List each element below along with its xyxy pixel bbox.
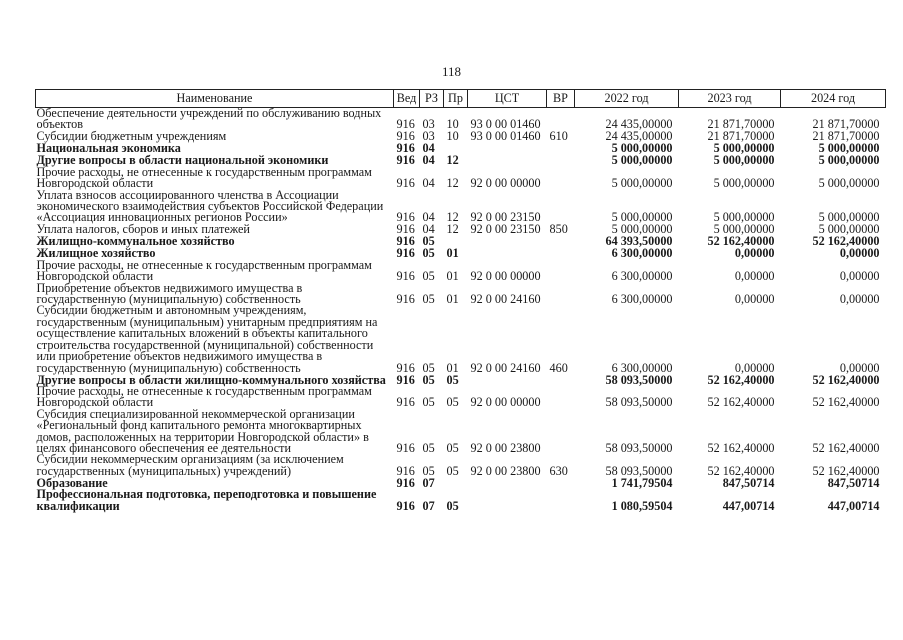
row-name: Другие вопросы в области национальной экономики <box>36 153 329 168</box>
row-amount-2022: 6 300,00000 <box>611 269 673 284</box>
row-rz: 05 <box>422 246 435 261</box>
row-cst <box>468 143 547 155</box>
table-header-row <box>36 90 886 108</box>
row-rz: 05 <box>422 292 435 307</box>
row-amount-2024: 5 000,00000 <box>818 176 880 191</box>
row-pr: 05 <box>446 372 459 387</box>
row-rz: 04 <box>422 222 435 237</box>
row-cst <box>468 236 547 248</box>
row-amount-2024: 447,00714 <box>827 498 880 513</box>
row-pr: 10 <box>446 117 459 132</box>
row-amount-2023: 21 871,70000 <box>707 117 775 132</box>
row-cst <box>468 489 547 512</box>
row-pr: 05 <box>446 440 459 455</box>
row-pr: 01 <box>446 269 459 284</box>
row-rz: 04 <box>422 153 435 168</box>
row-cst: 93 0 00 01460 <box>470 129 541 144</box>
row-amount-2023: 0,00000 <box>734 246 775 261</box>
row-pr: 12 <box>446 222 459 237</box>
row-cst <box>468 374 547 386</box>
row-vr <box>547 386 575 409</box>
row-amount-2022: 6 300,00000 <box>611 246 673 261</box>
table-row <box>36 260 886 283</box>
row-cst: 92 0 00 23800 <box>470 463 541 478</box>
row-amount-2023: 0,00000 <box>734 360 775 375</box>
row-amount-2022: 6 300,00000 <box>611 360 673 375</box>
header-vr: ВР <box>547 90 575 108</box>
header-2023: 2023 год <box>679 90 781 108</box>
row-amount-2022: 5 000,00000 <box>611 210 673 225</box>
row-rz: 05 <box>422 269 435 284</box>
row-rz: 05 <box>422 360 435 375</box>
row-amount-2023: 21 871,70000 <box>707 129 775 144</box>
row-rz: 03 <box>422 129 435 144</box>
row-name: Другие вопросы в области жилищно-коммунального хозяйства <box>36 372 386 387</box>
row-vr <box>547 143 575 155</box>
row-cst: 92 0 00 23800 <box>470 440 541 455</box>
row-vr <box>547 374 575 386</box>
row-vr <box>547 248 575 260</box>
table-row <box>36 108 886 131</box>
row-rz: 05 <box>422 463 435 478</box>
row-amount-2023: 447,00714 <box>722 498 775 513</box>
row-vr: 460 <box>549 360 568 375</box>
row-ved: 916 <box>396 176 415 191</box>
row-cst <box>468 248 547 260</box>
row-ved: 916 <box>396 222 415 237</box>
row-pr: 12 <box>446 210 459 225</box>
row-amount-2023: 5 000,00000 <box>713 141 775 156</box>
row-rz: 07 <box>422 498 435 513</box>
header-pr: Пр <box>444 90 468 108</box>
row-amount-2023: 0,00000 <box>734 292 775 307</box>
row-ved: 916 <box>396 292 415 307</box>
row-ved: 916 <box>396 475 415 490</box>
row-amount-2023: 52 162,40000 <box>707 372 775 387</box>
row-vr <box>547 489 575 512</box>
row-name: Профессиональная подготовка, переподготовка и повышение квалификации <box>36 487 377 513</box>
row-name: Прочие расходы, не отнесенные к государственным программам Новгородской области <box>36 383 372 410</box>
row-vr <box>547 236 575 248</box>
row-ved: 916 <box>396 117 415 132</box>
row-amount-2024: 21 871,70000 <box>812 129 880 144</box>
row-amount-2022: 6 300,00000 <box>611 292 673 307</box>
row-amount-2022: 5 000,00000 <box>611 141 673 156</box>
row-amount-2022: 1 080,59504 <box>611 498 673 513</box>
row-rz: 03 <box>422 117 435 132</box>
row-cst: 92 0 00 00000 <box>470 269 541 284</box>
row-vr <box>547 167 575 190</box>
header-cst: ЦСТ <box>468 90 547 108</box>
row-cst: 92 0 00 00000 <box>470 176 541 191</box>
row-vr <box>547 108 575 131</box>
row-ved: 916 <box>396 234 415 249</box>
row-cst: 92 0 00 23150 <box>470 222 541 237</box>
row-rz: 05 <box>422 395 435 410</box>
row-cst: 92 0 00 24160 <box>470 360 541 375</box>
row-vr: 610 <box>549 129 568 144</box>
row-amount-2024: 52 162,40000 <box>812 234 880 249</box>
row-amount-2022: 5 000,00000 <box>611 176 673 191</box>
row-amount-2022: 58 093,50000 <box>605 440 673 455</box>
row-name: Уплата взносов ассоциированного членства в Ассоциации экономического взаимодействия субъектов Российской Федерации «Ассоциация инновационных регионов России» <box>36 187 384 225</box>
table-row <box>36 167 886 190</box>
row-ved: 916 <box>396 210 415 225</box>
row-amount-2024: 5 000,00000 <box>818 153 880 168</box>
row-amount-2022: 1 741,79504 <box>611 475 673 490</box>
budget-table <box>35 89 886 512</box>
row-amount-2022: 5 000,00000 <box>611 153 673 168</box>
row-pr: 05 <box>446 395 459 410</box>
row-name: Жилищно-коммунальное хозяйство <box>36 234 235 249</box>
row-name: Субсидии бюджетным учреждениям <box>36 129 227 144</box>
row-rz: 05 <box>422 372 435 387</box>
row-cst: 92 0 00 00000 <box>470 395 541 410</box>
row-vr: 850 <box>549 222 568 237</box>
row-vr <box>547 190 575 224</box>
row-amount-2024: 52 162,40000 <box>812 463 880 478</box>
row-cst <box>468 155 547 167</box>
row-ved: 916 <box>396 141 415 156</box>
row-amount-2024: 5 000,00000 <box>818 141 880 156</box>
row-rz: 05 <box>422 234 435 249</box>
row-ved: 916 <box>396 360 415 375</box>
row-amount-2024: 52 162,40000 <box>812 395 880 410</box>
row-amount-2024: 5 000,00000 <box>818 210 880 225</box>
row-pr: 12 <box>446 153 459 168</box>
row-amount-2022: 58 093,50000 <box>605 372 673 387</box>
row-name: Жилищное хозяйство <box>36 246 156 261</box>
table-row <box>36 409 886 455</box>
row-name: Национальная экономика <box>36 141 181 156</box>
row-amount-2022: 64 393,50000 <box>605 234 673 249</box>
row-name: Субсидия специализированной некоммерческой организации «Региональный фонд капитального ремонта многоквартирных домов, расположенных на территории Новгородской области» в целях финансового обеспечения ее деятельности <box>36 406 369 455</box>
row-amount-2023: 847,50714 <box>722 475 775 490</box>
row-name: Субсидии некоммерческим организациям (за исключением государственных (муниципальных) учреждений) <box>36 452 344 478</box>
row-ved: 916 <box>396 498 415 513</box>
row-amount-2023: 52 162,40000 <box>707 440 775 455</box>
row-amount-2024: 0,00000 <box>839 246 880 261</box>
row-amount-2024: 0,00000 <box>839 269 880 284</box>
table-row <box>36 454 886 477</box>
row-amount-2023: 5 000,00000 <box>713 153 775 168</box>
row-vr <box>547 283 575 306</box>
row-ved: 916 <box>396 463 415 478</box>
row-amount-2023: 5 000,00000 <box>713 222 775 237</box>
row-amount-2024: 52 162,40000 <box>812 440 880 455</box>
row-amount-2023: 0,00000 <box>734 269 775 284</box>
row-name: Образование <box>36 475 108 490</box>
row-amount-2023: 52 162,40000 <box>707 395 775 410</box>
row-pr: 05 <box>446 498 459 513</box>
row-name: Прочие расходы, не отнесенные к государственным программам Новгородской области <box>36 257 372 284</box>
row-ved: 916 <box>396 440 415 455</box>
row-rz: 04 <box>422 210 435 225</box>
row-amount-2022: 58 093,50000 <box>605 463 673 478</box>
row-vr <box>547 477 575 489</box>
page-number: 118 <box>441 64 462 79</box>
row-vr <box>547 409 575 455</box>
row-pr <box>444 477 468 489</box>
row-name: Уплата налогов, сборов и иных платежей <box>36 222 250 237</box>
row-amount-2024: 0,00000 <box>839 292 880 307</box>
row-ved: 916 <box>396 153 415 168</box>
row-amount-2024: 5 000,00000 <box>818 222 880 237</box>
row-pr: 05 <box>446 463 459 478</box>
row-rz: 05 <box>422 440 435 455</box>
row-cst: 92 0 00 24160 <box>470 292 541 307</box>
row-amount-2023: 5 000,00000 <box>713 210 775 225</box>
row-amount-2022: 24 435,00000 <box>605 117 673 132</box>
row-amount-2024: 0,00000 <box>839 360 880 375</box>
row-rz: 07 <box>422 475 435 490</box>
table-row <box>36 190 886 224</box>
header-ved: Вед <box>394 90 420 108</box>
table-row <box>36 489 886 512</box>
row-pr: 01 <box>446 292 459 307</box>
row-amount-2023: 52 162,40000 <box>707 234 775 249</box>
row-amount-2023: 5 000,00000 <box>713 176 775 191</box>
row-amount-2024: 847,50714 <box>827 475 880 490</box>
row-ved: 916 <box>396 395 415 410</box>
header-2024: 2024 год <box>781 90 886 108</box>
row-vr: 630 <box>549 463 568 478</box>
row-name: Прочие расходы, не отнесенные к государственным программам Новгородской области <box>36 164 372 191</box>
header-name: Наименование <box>36 90 394 108</box>
row-amount-2022: 5 000,00000 <box>611 222 673 237</box>
row-cst: 93 0 00 01460 <box>470 117 541 132</box>
row-vr <box>547 260 575 283</box>
row-pr: 10 <box>446 129 459 144</box>
row-amount-2023: 52 162,40000 <box>707 463 775 478</box>
row-pr: 12 <box>446 176 459 191</box>
row-amount-2022: 24 435,00000 <box>605 129 673 144</box>
row-rz: 04 <box>422 141 435 156</box>
row-ved: 916 <box>396 129 415 144</box>
row-cst: 92 0 00 23150 <box>470 210 541 225</box>
header-2022: 2022 год <box>575 90 679 108</box>
row-amount-2022: 58 093,50000 <box>605 395 673 410</box>
row-pr: 01 <box>446 246 459 261</box>
header-rz: РЗ <box>420 90 444 108</box>
row-amount-2024: 52 162,40000 <box>812 372 880 387</box>
row-name: Приобретение объектов недвижимого имущества в государственную (муниципальную) собственность <box>36 280 303 307</box>
table-row <box>36 305 886 373</box>
row-ved: 916 <box>396 246 415 261</box>
row-ved: 916 <box>396 372 415 387</box>
row-cst <box>468 477 547 489</box>
row-amount-2024: 21 871,70000 <box>812 117 880 132</box>
table-row <box>36 283 886 306</box>
row-vr <box>547 155 575 167</box>
row-name: Обеспечение деятельности учреждений по обслуживанию водных объектов <box>36 106 382 132</box>
row-name: Субсидии бюджетным и автономным учреждениям, государственным (муниципальным) унитарным предприятиям на осуществление капитальных вложений в объекты капитального строительства государственной (муниципальной) собственности или приобретение объектов недвижимого имущества в государственную (муниципальную) собственность <box>36 303 378 375</box>
row-ved: 916 <box>396 269 415 284</box>
table-row <box>36 386 886 409</box>
row-pr: 01 <box>446 360 459 375</box>
row-rz: 04 <box>422 176 435 191</box>
